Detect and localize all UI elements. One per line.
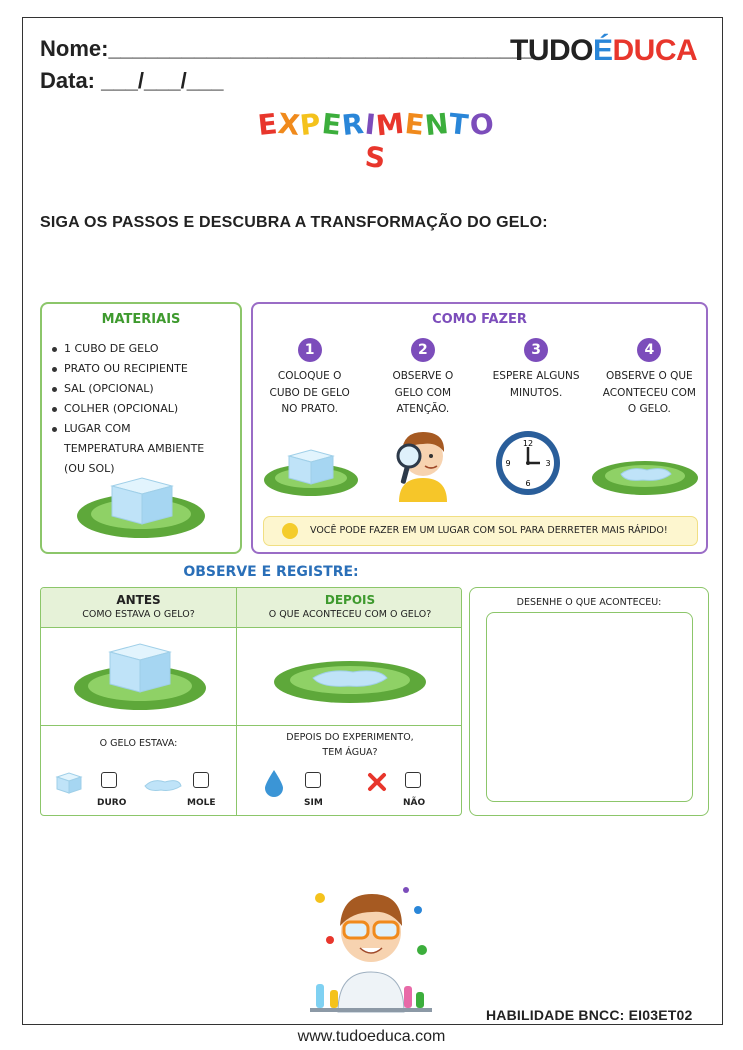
- gelo-estava-cell: [41, 726, 237, 816]
- step-text: OBSERVE O GELO COM ATENÇÃO.: [392, 370, 454, 415]
- tudoeduca-logo: [510, 30, 697, 72]
- water-puddle-icon: [141, 774, 185, 794]
- title-letter: I: [362, 107, 378, 142]
- experimentos-title: [253, 108, 499, 174]
- bncc-skill-label: HABILIDADE BNCC: EI03ET02: [486, 1007, 693, 1023]
- tip-text: VOCÊ PODE FAZER EM UM LUGAR COM SOL PARA DERRETER MAIS RÁPIDO!: [310, 525, 668, 536]
- question-1: O GELO ESTAVA:: [99, 738, 178, 749]
- draw-label: DESENHE O QUE ACONTECEU:: [516, 597, 662, 608]
- option-duro-label: DURO: [97, 798, 127, 808]
- option-sim-label: SIM: [304, 798, 323, 808]
- depois-title: DEPOIS: [324, 593, 376, 607]
- option-nao-label: NÃO: [403, 798, 426, 808]
- clock-number: 9: [505, 459, 511, 468]
- ice-on-plate-step1-illustration: [263, 442, 359, 498]
- question-2: DEPOIS DO EXPERIMENTO, TEM ÁGUA?: [286, 732, 414, 758]
- melted-ice-plate-illustration: [591, 454, 699, 496]
- depois-subtitle: O QUE ACONTECEU COM O GELO?: [268, 609, 432, 620]
- title-letter: T: [447, 107, 472, 142]
- antes-header: [41, 588, 237, 628]
- step-2: [366, 338, 479, 418]
- draw-panel: [469, 587, 709, 816]
- logo-part-1: TUDO: [510, 34, 593, 67]
- step-3: [480, 338, 593, 418]
- title-letter: S: [363, 139, 389, 176]
- antes-subtitle: COMO ESTAVA O GELO?: [82, 609, 195, 620]
- title-letter: E: [320, 107, 344, 142]
- como-fazer-panel: [251, 302, 708, 554]
- title-letter: N: [423, 106, 452, 143]
- child-scientist-illustration: [306, 880, 436, 1012]
- checkbox-mole[interactable]: [193, 772, 209, 788]
- steps-row: [253, 338, 706, 418]
- clock-number: 6: [525, 479, 531, 488]
- clock-number: 12: [522, 439, 534, 448]
- depois-header: [237, 588, 462, 628]
- como-fazer-title: COMO FAZER: [432, 312, 527, 327]
- ice-on-plate-illustration: [76, 464, 206, 544]
- tem-agua-cell: [237, 726, 462, 816]
- website-footer[interactable]: www.tudoeduca.com: [297, 1028, 446, 1045]
- name-field[interactable]: Nome:___________________________________: [40, 36, 537, 61]
- materiais-item: SAL (OPCIONAL): [50, 379, 240, 399]
- materiais-item: COLHER (OPCIONAL): [50, 399, 240, 419]
- materiais-list: [50, 339, 240, 479]
- title-letter: M: [374, 106, 407, 143]
- title-letter: X: [276, 106, 303, 143]
- step-4: [593, 338, 706, 418]
- drawing-area[interactable]: [486, 612, 693, 802]
- step-text: ESPERE ALGUNS MINUTOS.: [492, 370, 580, 399]
- materiais-panel: [40, 302, 242, 554]
- ice-cube-small-icon: [53, 769, 85, 795]
- title-letter: R: [340, 106, 367, 143]
- logo-part-2: É: [593, 34, 613, 67]
- clock-illustration: [495, 430, 561, 496]
- checkbox-sim[interactable]: [305, 772, 321, 788]
- title-letter: E: [255, 107, 280, 142]
- red-x-icon: [367, 772, 387, 792]
- logo-part-3: DUCA: [612, 34, 698, 67]
- step-number: 2: [411, 338, 435, 362]
- lightbulb-icon: [282, 523, 298, 539]
- checkbox-duro[interactable]: [101, 772, 117, 788]
- step-text: OBSERVE O QUE ACONTECEU COM O GELO.: [602, 370, 696, 415]
- step-number: 3: [524, 338, 548, 362]
- option-mole-label: MOLE: [187, 798, 216, 808]
- title-letter: O: [467, 106, 497, 143]
- antes-image-cell: [41, 628, 237, 726]
- boy-with-magnifier-illustration: [385, 422, 461, 502]
- ice-cube-plate-illustration: [73, 636, 207, 714]
- date-field[interactable]: Data: ___/___/___: [40, 68, 224, 93]
- tip-banner: [263, 516, 698, 546]
- title-letter: P: [298, 106, 324, 143]
- observe-table: [40, 587, 462, 816]
- melted-water-plate-illustration: [273, 656, 427, 704]
- instruction-heading: SIGA OS PASSOS E DESCUBRA A TRANSFORMAÇÃO DO GELO:: [40, 214, 548, 231]
- materiais-item: PRATO OU RECIPIENTE: [50, 359, 240, 379]
- antes-title: ANTES: [116, 593, 161, 607]
- step-text: COLOQUE O CUBO DE GELO NO PRATO.: [269, 370, 350, 415]
- clock-number: 3: [545, 459, 551, 468]
- step-number: 1: [298, 338, 322, 362]
- materiais-title: MATERIAIS: [101, 312, 181, 327]
- step-number: 4: [637, 338, 661, 362]
- depois-image-cell: [237, 628, 462, 726]
- materiais-item: 1 CUBO DE GELO: [50, 339, 240, 359]
- observe-title: OBSERVE E REGISTRE:: [183, 564, 359, 580]
- step-1: [253, 338, 366, 418]
- materiais-item: LUGAR COM TEMPERATURA AMBIENTE (OU SOL): [50, 419, 210, 479]
- water-drop-icon: [263, 768, 285, 798]
- title-letter: E: [403, 107, 427, 142]
- checkbox-nao[interactable]: [405, 772, 421, 788]
